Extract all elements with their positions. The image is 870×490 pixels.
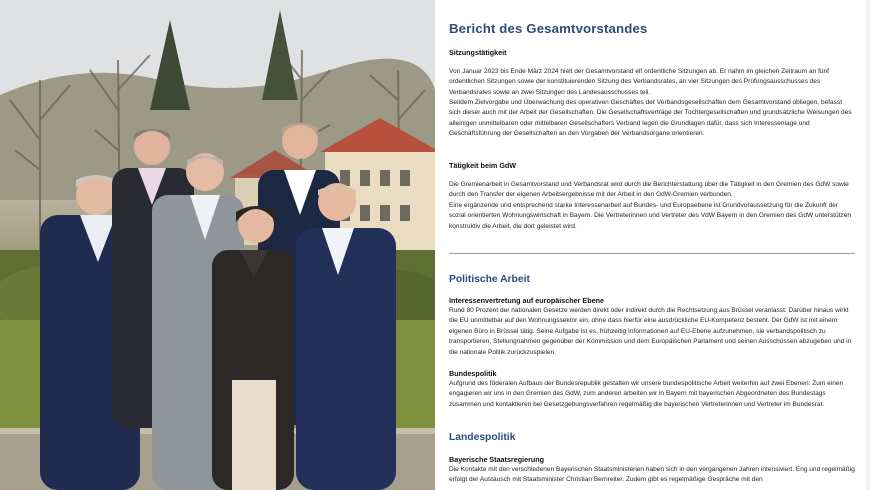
gdw-paragraph-1: Die Gremienarbeit in Gesamtvorstand und Verbandsrat wird durch die Berichterstattung über die Tätigkeit in den Gremien des GdW sowie durch den Transfer der eigenen Arbeitsergebnisse mit der Arbeit in den GdW-Gremien verbunden.	[449, 181, 849, 199]
europa-heading: Interessenvertretung auf europäischer Ebene	[449, 296, 604, 305]
bund-heading: Bundespolitik	[449, 369, 497, 378]
politik-heading: Politische Arbeit	[449, 274, 530, 285]
sitzung-paragraph-2: Seitdem Zielvorgabe und Überwachung des operativen Geschäftes der Verbandsgesellschaften dem Gesamtvorstand obliegen, befasst sich dieser auch mit der Arbeit der Gesellschaften. Die Gesellschaftsverträge der Tochtergesellschaften und grundsätzliche Weisungen des alleinigen unmittelbaren oder mittelbaren Gesellschafters Verband legen die Grundlagen dafür, dass sich Interessenlage und Geschäftsführung der Gesellschaften an den Vorgaben der Verbandsorgane orientieren.	[449, 99, 852, 138]
staats-heading: Bayerische Staatsregierung	[449, 455, 545, 464]
sitzung-heading: Sitzungstätigkeit	[449, 48, 507, 57]
page-title: Bericht des Gesamtvorstandes	[449, 21, 648, 36]
person-6	[296, 183, 396, 490]
europa-paragraph: Rund 80 Prozent der nationalen Gesetze werden direkt oder indirekt durch die Rechtsetzung aus Brüssel veranlasst. Darüber hinaus wirkt die EU unmittelbar auf den Wohnungssektor ein, ohne dass hierfür eine ausdrückliche EU-Kompetenz besteht. Der GdW ist mit einem eigenen Büro in Brüssel tätig. Seine Aufgabe ist es, frühzeitig Informationen auf EU-Ebene aufzunehmen, sie verbandspolitisch zu transportieren, Stellungnahmen gegenüber der Kommission und dem Europäischen Parlament und seinen Ausschüssen abzugeben und in die nationale Politik zurückzuspielen.	[449, 307, 852, 356]
gdw-heading: Tätigkeit beim GdW	[449, 161, 517, 170]
page-edge	[866, 0, 870, 490]
report-column	[449, 0, 857, 490]
gdw-paragraph-2: Eine ergänzende und entsprechend starke Interessenarbeit auf Bundes- und Europaebene ist Grundvoraussetzung für die Zukunft der sozial orientierten Wohnungswirtschaft in Bayern. Die Vertreterinnen und Vertreter des VdW Bayern in den Gremien des GdW unterstützen konstruktiv die Arbeit, die dort geleistet wird.	[449, 202, 851, 230]
staats-paragraph: Die Kontakte mit den verschiedenen Bayerischen Staatsministerien haben sich in den vergangenen Jahren intensiviert. Eng und regelmäßig erfolgt der Austausch mit Staatsminister Christian Bernreiter. Zudem gibt es regelmäßige Gespräche mit den	[449, 466, 855, 484]
sitzung-paragraph-1: Von Januar 2023 bis Ende März 2024 hielt der Gesamtvorstand elf ordentliche Sitzungen ab. Er nahm im gleichen Zeitraum an fünf ordentlichen Sitzungen sowie der konstituierenden Sitzung des Verbandsrates, an vier Sitzungen des Prüfungsausschusses des Verbandsrates sowie an zwei Sitzungen des Landesausschusses teil.	[449, 68, 829, 96]
land-heading: Landespolitik	[449, 432, 516, 443]
section-divider	[449, 253, 855, 254]
bund-paragraph: Aufgrund des föderalen Aufbaus der Bundesrepublik gestalten wir unsere bundespolitische Arbeit weiterhin auf zwei Ebenen: Zum einen engagieren wir uns in den Gremien des GdW, zum anderen arbeiten wir in Bayern mit bayerischen Abgeordneten des Bundestags zusammen und kontaktieren bei Gesetzgebungsverfahren regelmäßig die bayerischen Vertreterinnen und Vertreter im Bundesrat.	[449, 380, 844, 408]
